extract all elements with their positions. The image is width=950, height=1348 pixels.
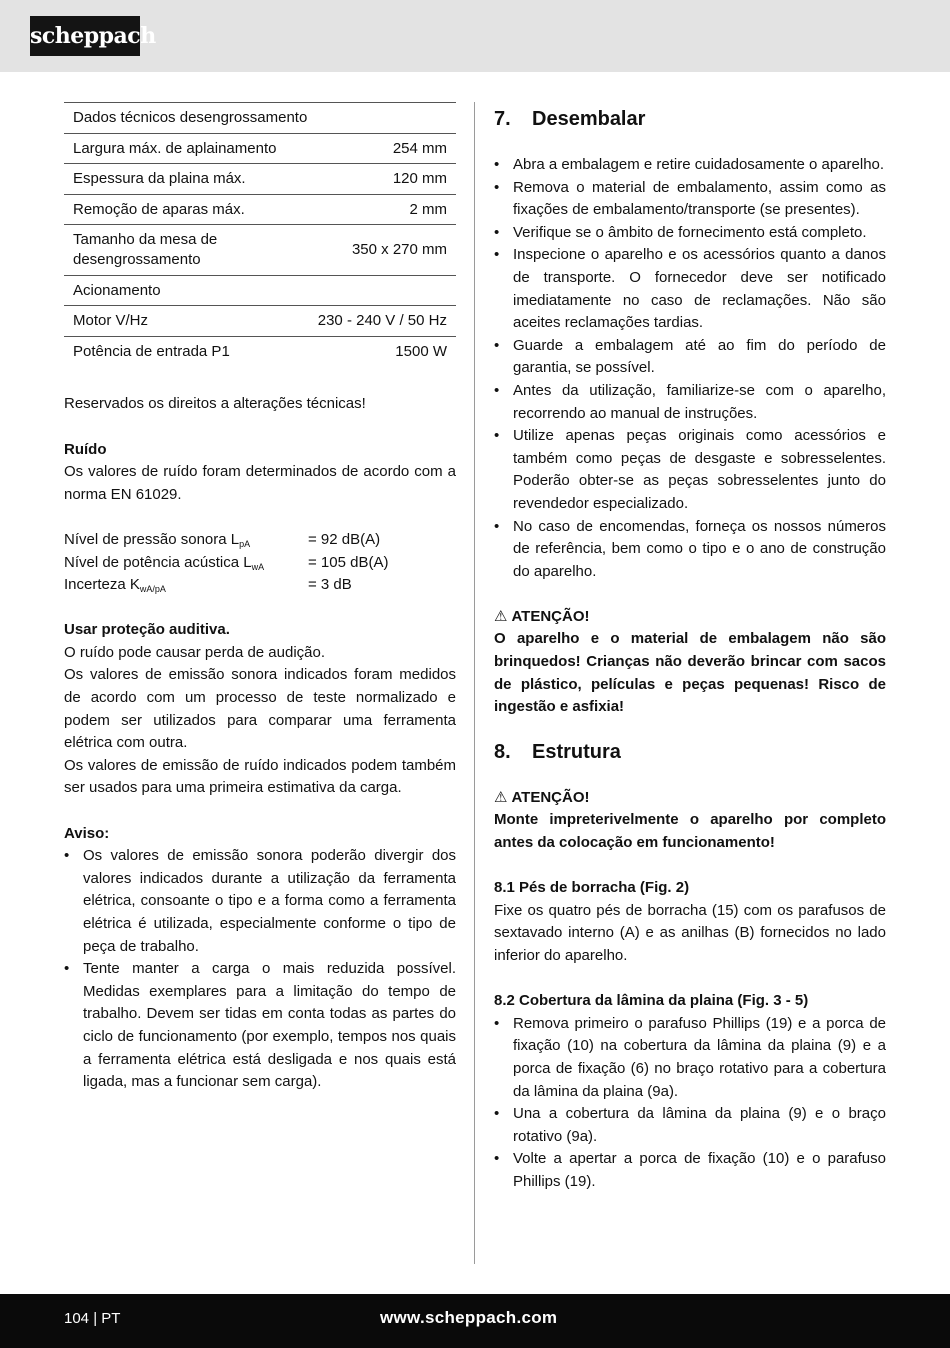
aviso-heading: Aviso: bbox=[64, 824, 110, 842]
warning-label: ATENÇÃO! bbox=[511, 607, 590, 625]
spec-value: 1500 W bbox=[309, 336, 456, 366]
table-row bbox=[64, 529, 456, 552]
warning-triangle-icon: ⚠ bbox=[494, 607, 508, 625]
blade-cover-list bbox=[494, 1013, 886, 1194]
warning-1-heading bbox=[494, 606, 886, 629]
spec-label: Dados técnicos desengrossamento bbox=[64, 103, 456, 134]
noise-label: Incerteza K bbox=[64, 576, 140, 594]
right-column bbox=[494, 102, 886, 1194]
noise-subscript: pA bbox=[239, 538, 251, 549]
list-item: • Abra a embalagem e retire cuidadosamente o aparelho. bbox=[494, 154, 886, 177]
header-bar bbox=[0, 0, 950, 72]
noise-intro: Os valores de ruído foram determinados de acordo com a norma EN 61029. bbox=[64, 463, 456, 503]
list-item: • No caso de encomendas, forneça os nossos números de referência, bem como o tipo e o ano de construção do aparelho. bbox=[494, 516, 886, 584]
section-7-heading bbox=[494, 102, 886, 136]
warning-2-text: Monte impreterivelmente o aparelho por completo antes da colocação em funcionamento! bbox=[494, 811, 886, 852]
list-item: • Tente manter a carga o mais reduzida possível. Medidas exemplares para a limitação do tempo de trabalho. Devem ser tidas em conta todas as partes do ciclo de funcionamento (por exemplo, tempos nos quais a ferramenta elétrica está desligada e nos quais está ligada, mas a funcionar sem carga). bbox=[64, 958, 456, 1094]
list-item: • Remova primeiro o parafuso Phillips (19) e a porca de fixação (10) na cobertura da lâmina da plaina (9) e a porca de fixação (6) no braço rotativo para a cobertura da lâmina da plaina (9a). bbox=[494, 1013, 886, 1103]
list-item: • Utilize apenas peças originais como acessórios e também como peças de desgaste e sobresselentes. Poderão obter-se as peças sobresselentes junto do revendedor especializado. bbox=[494, 425, 886, 515]
section-title: Desembalar bbox=[532, 108, 646, 130]
footer-bar bbox=[0, 1294, 950, 1348]
list-item: • Guarde a embalagem até ao fim do período de garantia, se possível. bbox=[494, 335, 886, 380]
section-number: 8. bbox=[494, 740, 511, 763]
list-item: • Volte a apertar a porca de fixação (10) e o parafuso Phillips (19). bbox=[494, 1148, 886, 1193]
warning-2-heading bbox=[494, 787, 886, 810]
noise-values-table bbox=[64, 529, 456, 597]
spec-label: Acionamento bbox=[64, 275, 456, 306]
list-item: • Antes da utilização, familiarize-se com o aparelho, recorrendo ao manual de instruções. bbox=[494, 380, 886, 425]
noise-subscript: wA bbox=[251, 561, 265, 572]
technical-data-table bbox=[64, 102, 456, 366]
website-link[interactable]: www.scheppach.com bbox=[380, 1308, 558, 1327]
left-column bbox=[64, 102, 456, 1094]
table-row bbox=[64, 133, 456, 164]
warning-1-text: O aparelho e o material de embalagem não são brinquedos! Crianças não deverão brincar com sacos de plástico, películas e peças pequenas! Risco de ingestão e asfixia! bbox=[494, 630, 886, 716]
table-row bbox=[64, 275, 456, 306]
table-row bbox=[64, 103, 456, 134]
noise-value: = 105 dB(A) bbox=[308, 553, 389, 571]
warning-label: ATENÇÃO! bbox=[511, 788, 590, 806]
spec-label: Largura máx. de aplainamento bbox=[64, 133, 309, 164]
table-row bbox=[64, 574, 456, 597]
spec-label: Potência de entrada P1 bbox=[64, 336, 309, 366]
spec-value: 120 mm bbox=[309, 164, 456, 195]
aviso-list bbox=[64, 845, 456, 1094]
emission-paragraph-1: Os valores de emissão sonora indicados foram medidos de acordo com um processo de teste normalizado e podem ser utilizados para comparar uma ferramenta elétrica com outra. bbox=[64, 666, 456, 752]
list-item: • Remova o material de embalamento, assim como as fixações de embalamento/transporte (se presentes). bbox=[494, 177, 886, 222]
noise-subscript: wA/pA bbox=[139, 584, 166, 595]
spec-value: 254 mm bbox=[309, 133, 456, 164]
table-row bbox=[64, 225, 456, 275]
list-item: • Os valores de emissão sonora poderão divergir dos valores indicados durante a utilização da ferramenta elétrica, consoante o tipo e a forma como a ferramenta elétrica é utilizada, especialmente conforme o tipo de peça de trabalho. bbox=[64, 845, 456, 958]
noise-value: = 3 dB bbox=[308, 576, 352, 594]
list-item: • Verifique se o âmbito de fornecimento está completo. bbox=[494, 222, 886, 245]
spec-value: 230 - 240 V / 50 Hz bbox=[309, 306, 456, 337]
noise-heading: Ruído bbox=[64, 440, 107, 458]
list-item: • Inspecione o aparelho e os acessórios quanto a danos de transporte. O fornecedor deve ser notificado imediatamente no caso de reclamações. Não são aceites reclamações tardias. bbox=[494, 244, 886, 334]
page-number: 104 | PT bbox=[64, 1310, 121, 1327]
spec-value: 350 x 270 mm bbox=[309, 225, 456, 275]
table-row bbox=[64, 336, 456, 366]
section-8-heading bbox=[494, 735, 886, 769]
subsection-8-1-heading: 8.1 Pés de borracha (Fig. 2) bbox=[494, 879, 690, 897]
spec-value: 2 mm bbox=[309, 194, 456, 225]
hearing-protection-heading: Usar proteção auditiva. bbox=[64, 621, 230, 639]
emission-paragraph-2: Os valores de emissão de ruído indicados podem também ser usados para uma primeira estimativa da carga. bbox=[64, 756, 456, 797]
warning-triangle-icon: ⚠ bbox=[494, 788, 508, 806]
noise-value: = 92 dB(A) bbox=[308, 530, 381, 548]
column-divider bbox=[474, 102, 475, 1264]
noise-label: Nível de potência acústica L bbox=[64, 553, 252, 571]
noise-label: Nível de pressão sonora L bbox=[64, 530, 240, 548]
scheppach-logo: scheppach bbox=[30, 16, 140, 56]
subsection-8-2-heading: 8.2 Cobertura da lâmina da plaina (Fig. 3 - 5) bbox=[494, 992, 809, 1010]
table-row bbox=[64, 552, 456, 575]
table-row bbox=[64, 194, 456, 225]
spec-label: Motor V/Hz bbox=[64, 306, 309, 337]
spec-label: Tamanho da mesa de desengrossamento bbox=[64, 225, 309, 275]
spec-label: Espessura da plaina máx. bbox=[64, 164, 309, 195]
hearing-protection-text: O ruído pode causar perda de audição. bbox=[64, 643, 326, 661]
list-item: • Una a cobertura da lâmina da plaina (9) e o braço rotativo (9a). bbox=[494, 1103, 886, 1148]
subsection-8-1-text: Fixe os quatro pés de borracha (15) com os parafusos de sextavado interno (A) e as anilhas (B) fornecidos no lado inferior do aparelho. bbox=[494, 901, 886, 964]
spec-label: Remoção de aparas máx. bbox=[64, 194, 309, 225]
table-row bbox=[64, 164, 456, 195]
reserved-rights-note: Reservados os direitos a alterações técnicas! bbox=[64, 395, 366, 413]
section-number: 7. bbox=[494, 108, 511, 130]
table-row bbox=[64, 306, 456, 337]
unpacking-list bbox=[494, 154, 886, 583]
section-title: Estrutura bbox=[532, 740, 621, 763]
